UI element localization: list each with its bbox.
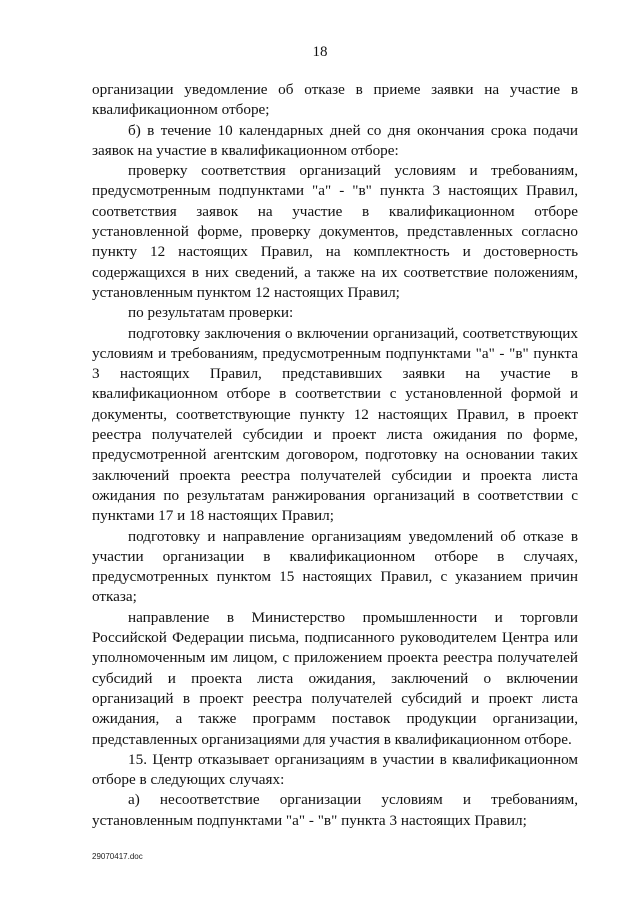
- paragraph-subpoint-a: а) несоответствие организации условиям и требованиям, установленным подпунктами "а" - "в" пункта 3 настоящих Правил;: [92, 791, 578, 829]
- paragraph-ministry-letter: направление в Министерство промышленности и торговли Российской Федерации письма, подписанного руководителем Центра или уполномоченным им лицом, с приложением проекта реестра получателей субсидий и проекта листа ожидания, заключений о включении организаций в проект реестра получателей субсидий и проект листа ожидания, а также программ поставок продукции организации, представленных организациями для участия в квалификационном отборе.: [92, 608, 578, 748]
- paragraph-continuation: организации уведомление об отказе в приеме заявки на участие в квалификационном отборе;: [92, 81, 578, 119]
- paragraph-verification: проверку соответствия организаций условиям и требованиям, предусмотренным подпунктами "а" - "в" пункта 3 настоящих Правил, соответствия заявок на участие в квалификационном отборе установленной форме, проверку документов, представленных согласно пункту 12 настоящих Правил, на комплектность и достоверность содержащихся в них сведений, а также на их соответствие положениям, установленным пунктом 12 настоящих Правил;: [92, 162, 578, 301]
- paragraph-by-results: по результатам проверки:: [128, 304, 294, 322]
- paragraph-subpoint-b: б) в течение 10 календарных дней со дня окончания срока подачи заявок на участие в квалификационном отборе:: [92, 121, 578, 159]
- paragraph-point-15: 15. Центр отказывает организациям в участии в квалификационном отборе в следующих случаях:: [92, 750, 578, 789]
- page-number: 18: [312, 44, 328, 60]
- paragraph-refusal-notices: подготовку и направление организациям уведомлений об отказе в участии организации в квалификационном отборе в случаях, предусмотренных пунктом 15 настоящих Правил, с указанием причин отказа;: [92, 527, 578, 606]
- document-body: [92, 80, 578, 831]
- footer-document-code: 29070417.doc: [92, 852, 143, 861]
- paragraph-conclusion-preparation: подготовку заключения о включении организаций, соответствующих условиям и требованиям, предусмотренным подпунктами "а" - "в" пункта 3 настоящих Правил, представивших заявки на участие в квалификационном отборе в соответствии с установленной формой и документы, соответствующие пункту 12 настоящих Правил, в проект реестра получателей субсидии и проект листа ожидания по форме, предусмотренной агентским договором, подготовку на основании таких заключений проекта реестра получателей субсидии и проекта листа ожидания по результатам ранжирования организаций в соответствии с пунктами 17 и 18 настоящих Правил;: [92, 324, 578, 525]
